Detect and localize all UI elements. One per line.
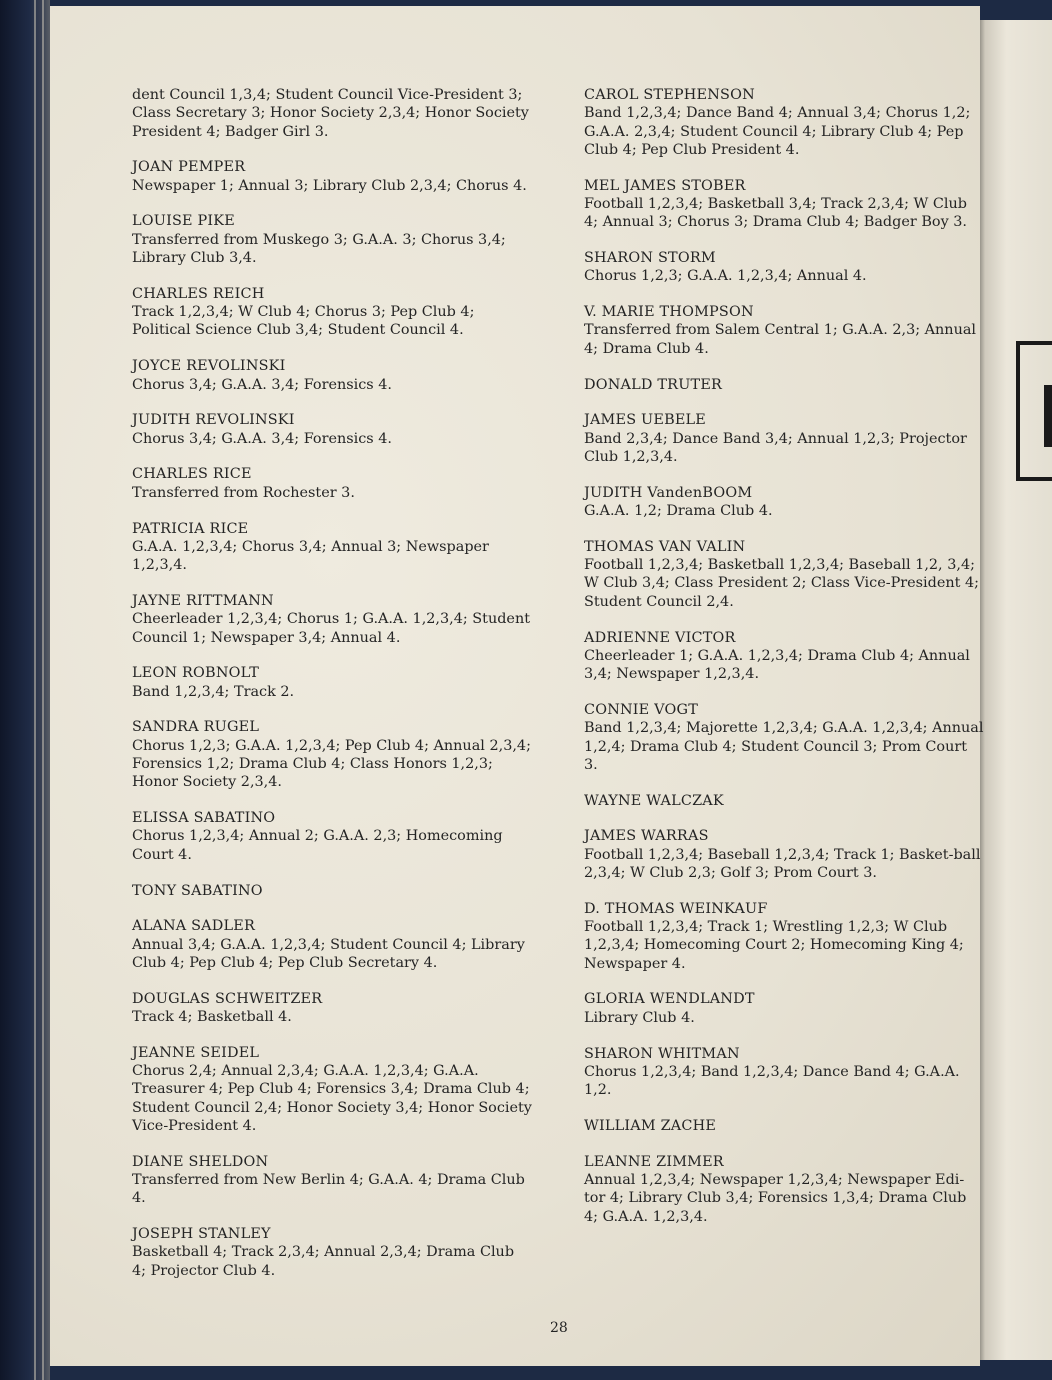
senior-name: JOAN PEMPER: [132, 159, 246, 176]
senior-name: SHARON STORM: [584, 250, 716, 267]
senior-name: SANDRA RUGEL: [132, 719, 260, 736]
senior-activities: Transferred from Rochester 3.: [132, 484, 355, 501]
senior-entry: [132, 465, 532, 502]
senior-name: ADRIENNE VICTOR: [584, 629, 736, 646]
senior-activities: Chorus 3,4; G.A.A. 3,4; Forensics 4.: [132, 430, 392, 447]
senior-entry: [132, 917, 532, 972]
senior-activities: Band 2,3,4; Dance Band 3,4; Annual 1,2,3; Projector Club 1,2,3,4.: [584, 430, 967, 465]
senior-entry: [584, 827, 984, 882]
senior-entry: [132, 809, 532, 864]
senior-entry: [132, 158, 532, 195]
senior-activities: Football 1,2,3,4; Baseball 1,2,3,4; Track 1; Basket-ball 2,3,4; W Club 2,3; Golf 3; Prom Court 3.: [584, 846, 981, 881]
senior-name: THOMAS VAN VALIN: [584, 538, 746, 555]
senior-activities: Cheerleader 1,2,3,4; Chorus 1; G.A.A. 1,2,3,4; Student Council 1; Newspaper 3,4; Annual 4.: [132, 611, 530, 646]
senior-activities: Transferred from New Berlin 4; G.A.A. 4; Drama Club 4.: [132, 1172, 525, 1207]
senior-name: JUDITH VandenBOOM: [584, 484, 753, 501]
senior-name: JOSEPH STANLEY: [132, 1226, 271, 1243]
senior-name: DIANE SHELDON: [132, 1153, 269, 1170]
senior-name: D. THOMAS WEINKAUF: [584, 900, 768, 917]
senior-activities: Track 1,2,3,4; W Club 4; Chorus 3; Pep Club 4; Political Science Club 3,4; Student Council 4.: [132, 304, 475, 339]
senior-activities: Basketball 4; Track 2,3,4; Annual 2,3,4; Drama Club 4; Projector Club 4.: [132, 1244, 515, 1279]
senior-name: PATRICIA RICE: [132, 520, 249, 537]
senior-name: TONY SABATINO: [132, 882, 263, 899]
senior-activities: Track 4; Basketball 4.: [132, 1008, 292, 1025]
senior-name: LEON ROBNOLT: [132, 665, 260, 682]
senior-entry: [584, 484, 984, 521]
senior-entry: [584, 249, 984, 286]
senior-name: JAYNE RITTMANN: [132, 592, 274, 609]
senior-entry: [584, 538, 984, 611]
senior-name: GLORIA WENDLANDT: [584, 991, 755, 1008]
senior-entry: [584, 303, 984, 358]
senior-entry: [584, 86, 984, 159]
senior-entry: [132, 86, 532, 141]
senior-entry: [132, 411, 532, 448]
senior-activities: Band 1,2,3,4; Dance Band 4; Annual 3,4; Chorus 1,2; G.A.A. 2,3,4; Student Council 4; Library Club 4; Pep Club 4; Pep Club President 4.: [584, 105, 971, 158]
senior-activities: Cheerleader 1; G.A.A. 1,2,3,4; Drama Club 4; Annual 3,4; Newspaper 1,2,3,4.: [584, 647, 970, 683]
senior-entry: [132, 357, 532, 394]
adjacent-page-letter-stroke: [1044, 385, 1052, 447]
senior-activities: Chorus 3,4; G.A.A. 3,4; Forensics 4.: [132, 376, 392, 393]
senior-name: ELISSA SABATINO: [132, 810, 276, 827]
page-number: 28: [550, 1320, 568, 1336]
senior-entry: [584, 1117, 984, 1135]
senior-name: V. MARIE THOMPSON: [584, 304, 754, 321]
senior-name: SHARON WHITMAN: [584, 1045, 740, 1062]
senior-name: MEL JAMES STOBER: [584, 177, 746, 194]
senior-entry: [584, 411, 984, 466]
senior-entry: [132, 990, 532, 1027]
senior-activities: Transferred from Salem Central 1; G.A.A. 2,3; Annual 4; Drama Club 4.: [584, 322, 977, 357]
senior-entry: [132, 882, 532, 900]
senior-activities: dent Council 1,3,4; Student Council Vice-President 3; Class Secretary 3; Honor Society 2,3,4; Honor Society President 4; Badger Girl 3.: [132, 87, 529, 140]
senior-activities: Band 1,2,3,4; Majorette 1,2,3,4; G.A.A. 1,2,3,4; Annual 1,2,4; Drama Club 4; Student Council 3; Prom Court 3.: [584, 720, 984, 773]
senior-activities: G.A.A. 1,2,3,4; Chorus 3,4; Annual 3; Newspaper 1,2,3,4.: [132, 538, 489, 574]
senior-entry: [132, 1044, 532, 1135]
senior-entry: [132, 285, 532, 340]
senior-name: JEANNE SEIDEL: [132, 1044, 260, 1061]
senior-name: JAMES WARRAS: [584, 828, 709, 845]
senior-activities: Chorus 1,2,3,4; Band 1,2,3,4; Dance Band 4; G.A.A. 1,2.: [584, 1063, 960, 1099]
senior-activities: Chorus 1,2,3; G.A.A. 1,2,3,4; Annual 4.: [584, 268, 867, 285]
book-binding: [0, 0, 50, 1380]
senior-name: CHARLES REICH: [132, 285, 265, 302]
senior-activities: Library Club 4.: [584, 1009, 695, 1026]
senior-entry: [584, 376, 984, 394]
senior-entry: [132, 1153, 532, 1208]
binding-line: [34, 0, 36, 1380]
senior-name: CONNIE VOGT: [584, 701, 698, 718]
senior-activities: Transferred from Muskego 3; G.A.A. 3; Chorus 3,4; Library Club 3,4.: [132, 231, 506, 267]
senior-name: DOUGLAS SCHWEITZER: [132, 990, 323, 1007]
senior-entry: [584, 1153, 984, 1226]
adjacent-page-edge: [976, 20, 1052, 1360]
senior-activities: Football 1,2,3,4; Basketball 1,2,3,4; Baseball 1,2, 3,4; W Club 3,4; Class President 2; Class Vice-President 4; Student Council 2,4.: [584, 557, 980, 610]
senior-entry: [584, 900, 984, 973]
senior-entry: [132, 1225, 532, 1280]
senior-entry: [132, 212, 532, 267]
binding-line: [42, 0, 44, 1380]
senior-entry: [584, 177, 984, 232]
senior-name: DONALD TRUTER: [584, 376, 723, 393]
senior-name: WAYNE WALCZAK: [584, 792, 724, 809]
senior-activities: Newspaper 1; Annual 3; Library Club 2,3,4; Chorus 4.: [132, 177, 527, 194]
senior-name: LEANNE ZIMMER: [584, 1153, 724, 1170]
senior-activities: Annual 3,4; G.A.A. 1,2,3,4; Student Council 4; Library Club 4; Pep Club 4; Pep Club Secretary 4.: [132, 936, 525, 971]
senior-entry: [584, 629, 984, 684]
senior-entry: [132, 664, 532, 701]
senior-entry: [132, 718, 532, 791]
senior-name: JUDITH REVOLINSKI: [132, 412, 295, 429]
senior-name: WILLIAM ZACHE: [584, 1117, 717, 1134]
senior-name: CAROL STEPHENSON: [584, 87, 755, 103]
senior-activities: Football 1,2,3,4; Track 1; Wrestling 1,2,3; W Club 1,2,3,4; Homecoming Court 2; Homecoming King 4; Newspaper 4.: [584, 919, 964, 972]
senior-activities: Band 1,2,3,4; Track 2.: [132, 683, 295, 700]
senior-activities: Annual 1,2,3,4; Newspaper 1,2,3,4; Newspaper Edi-tor 4; Library Club 3,4; Forensics 1,3,4; Drama Club 4; G.A.A. 1,2,3,4.: [584, 1172, 967, 1225]
senior-activities: Football 1,2,3,4; Basketball 3,4; Track 2,3,4; W Club 4; Annual 3; Chorus 3; Drama Club 4; Badger Boy 3.: [584, 195, 968, 231]
senior-entry: [584, 701, 984, 774]
senior-entry: [584, 1045, 984, 1100]
adjacent-page-letter-box: [1016, 341, 1052, 481]
senior-entry: [132, 520, 532, 575]
senior-entry: [132, 592, 532, 647]
senior-name: LOUISE PIKE: [132, 213, 235, 230]
senior-activities: G.A.A. 1,2; Drama Club 4.: [584, 503, 773, 520]
senior-name: CHARLES RICE: [132, 466, 252, 483]
senior-name: JOYCE REVOLINSKI: [132, 358, 286, 375]
senior-activities: Chorus 1,2,3,4; Annual 2; G.A.A. 2,3; Homecoming Court 4.: [132, 828, 503, 863]
senior-activities: Chorus 2,4; Annual 2,3,4; G.A.A. 1,2,3,4; G.A.A. Treasurer 4; Pep Club 4; Forensics 3,4; Drama Club 4; Student Council 2,4; Honor Society 3,4; Honor Society Vice-President 4.: [132, 1063, 532, 1134]
right-column: [584, 86, 984, 1243]
senior-name: ALANA SADLER: [132, 918, 255, 935]
senior-entry: [584, 990, 984, 1027]
senior-name: JAMES UEBELE: [584, 412, 707, 429]
senior-entry: [584, 792, 984, 810]
senior-activities: Chorus 1,2,3; G.A.A. 1,2,3,4; Pep Club 4; Annual 2,3,4; Forensics 1,2; Drama Club 4; Class Honors 1,2,3; Honor Society 2,3,4.: [132, 737, 531, 791]
left-column: [132, 86, 532, 1298]
